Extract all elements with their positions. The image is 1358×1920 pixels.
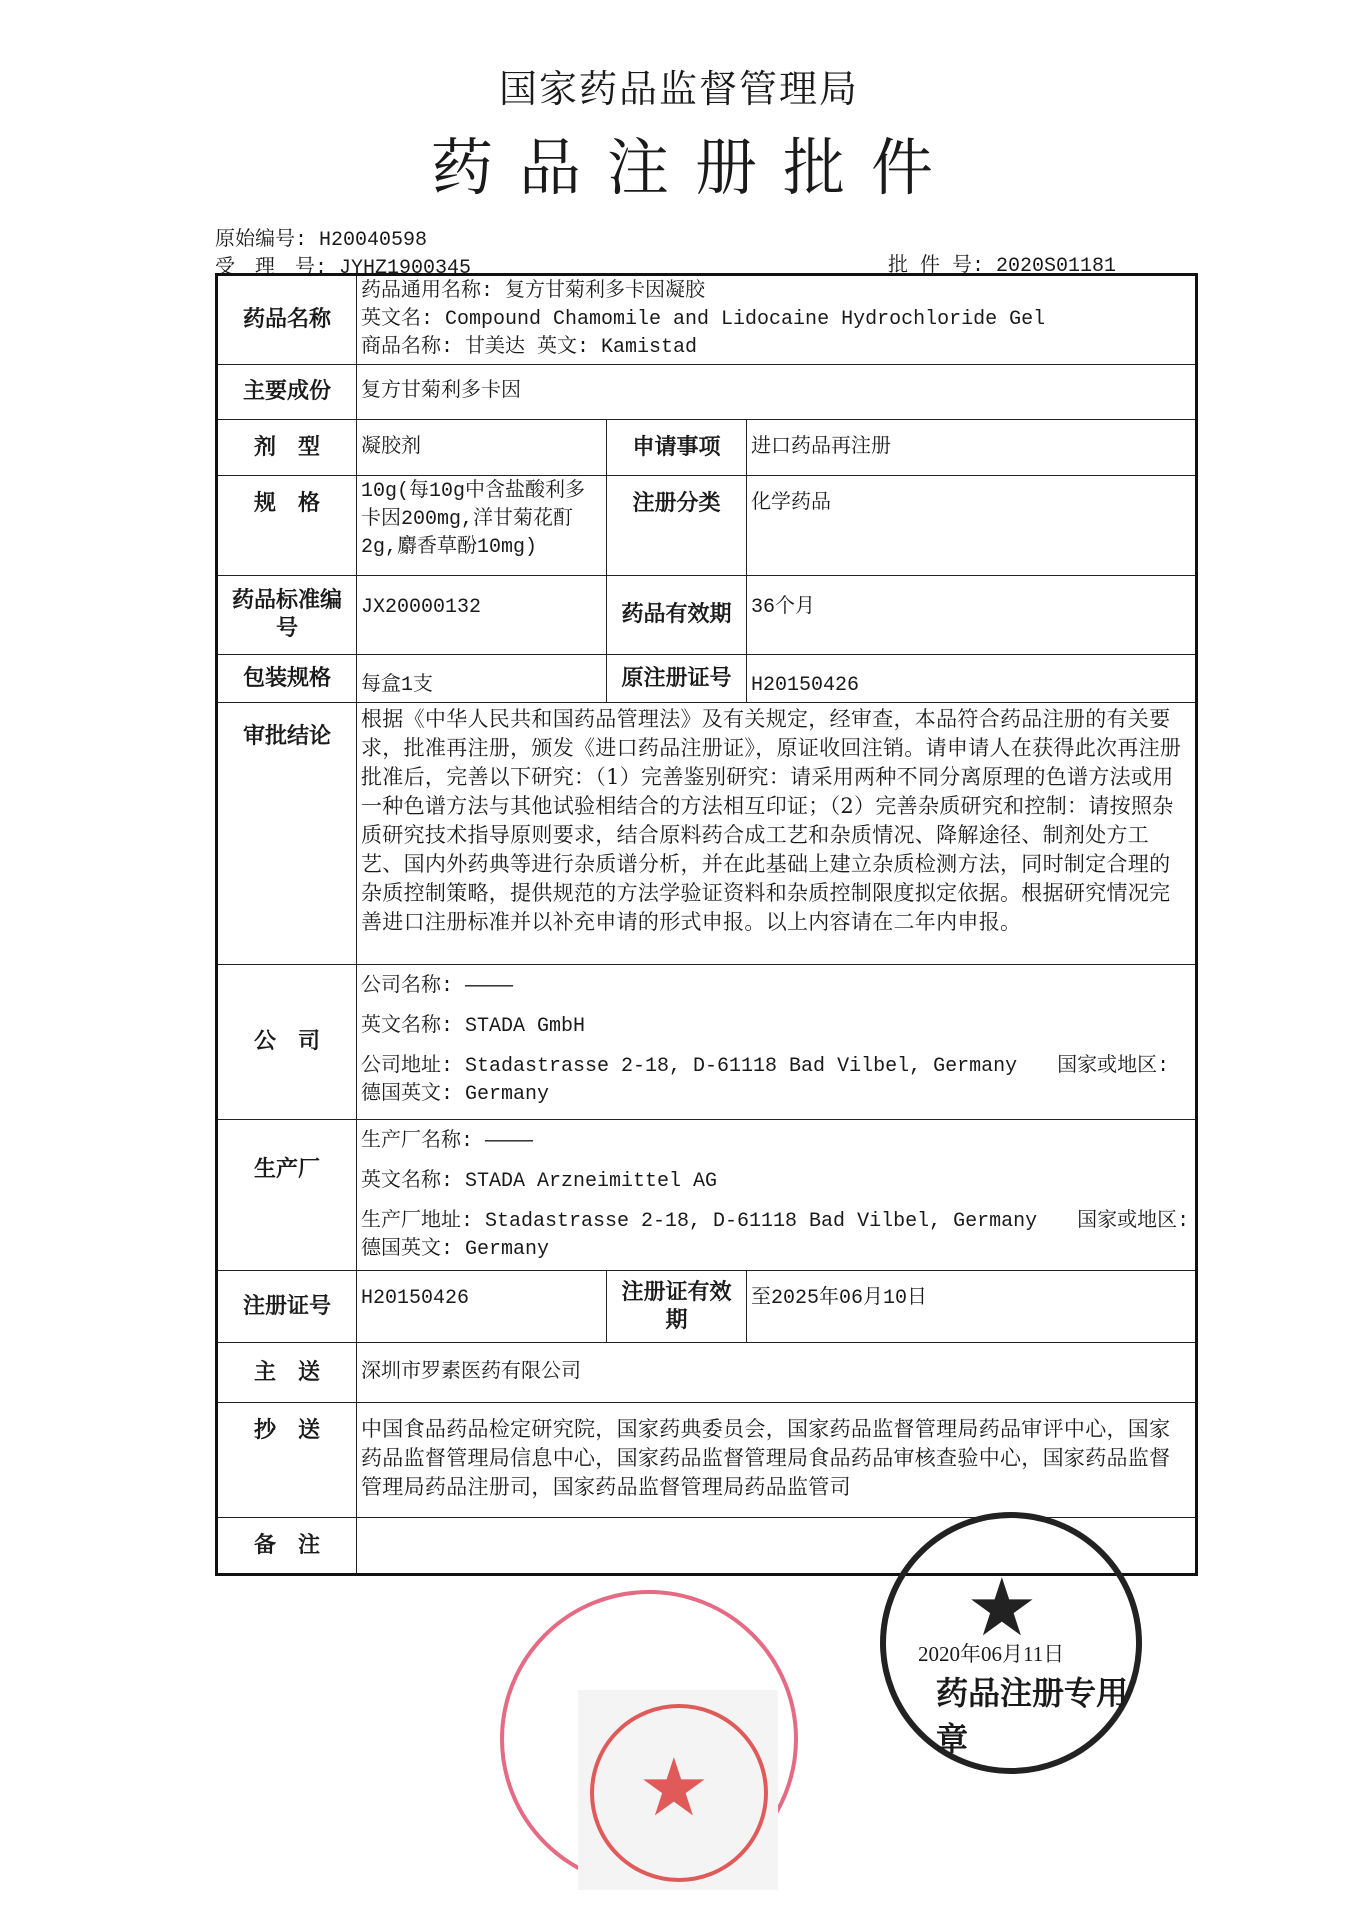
row-ingredients	[217, 365, 1197, 420]
company-label: 公 司	[217, 965, 357, 1120]
category-value: 化学药品	[747, 476, 1197, 576]
orig-cert-label: 原注册证号	[607, 655, 747, 703]
dosage-form-label: 剂 型	[217, 420, 357, 476]
row-registration	[217, 1271, 1197, 1343]
generic-name: 药品通用名称: 复方甘菊利多卡因凝胶	[361, 280, 706, 303]
manufacturer-label: 生产厂	[217, 1120, 357, 1271]
star-icon: ★	[966, 1561, 1038, 1654]
manufacturer-name: 生产厂名称: ————	[361, 1130, 534, 1153]
ingredients-label: 主要成份	[217, 365, 357, 420]
recipient-value: 深圳市罗素医药有限公司	[357, 1343, 1197, 1403]
validity-label: 药品有效期	[607, 576, 747, 655]
category-label: 注册分类	[607, 476, 747, 576]
standard-value: JX20000132	[357, 576, 607, 655]
seal-date: 2020年06月11日	[918, 1642, 1065, 1666]
reg-valid-value: 至2025年06月10日	[747, 1271, 1197, 1343]
row-standard	[217, 576, 1197, 655]
reg-cert-value: H20150426	[357, 1271, 607, 1343]
row-drug-name	[217, 275, 1197, 365]
trade-name: 商品名称: 甘美达 英文: Kamistad	[361, 336, 698, 359]
company-english-name: 英文名称: STADA GmbH	[361, 1015, 586, 1038]
row-cc	[217, 1403, 1197, 1518]
document-title: 药品注册批件	[430, 131, 959, 204]
acceptance-number-value: JYHZ1900345	[339, 257, 472, 280]
row-spec	[217, 476, 1197, 576]
row-company	[217, 965, 1197, 1120]
cc-value: 中国食品药品检定研究院，国家药典委员会，国家药品监督管理局药品审评中心，国家药品监督管理局信息中心，国家药品监督管理局食品药品审核查验中心，国家药品监督管理局药品注册司，国家药品监督管理局药品监管司	[357, 1403, 1197, 1518]
original-number-value: H20040598	[319, 229, 428, 252]
spec-label: 规 格	[217, 476, 357, 576]
spec-value: 10g(每10g中含盐酸利多卡因200mg,洋甘菊花酊2g,麝香草酚10mg)	[357, 476, 607, 576]
validity-value: 36个月	[747, 576, 1197, 655]
recipient-label: 主 送	[217, 1343, 357, 1403]
conclusion-label: 审批结论	[217, 703, 357, 965]
original-number	[215, 222, 427, 252]
manufacturer-address: 生产厂地址: Stadastrasse 2-18, D-61118 Bad Vilbel, Germany 国家或地区: 德国英文: Germany	[361, 1210, 1190, 1261]
conclusion-text: 根据《中华人民共和国药品管理法》及有关规定，经审查，本品符合药品注册的有关要求，批准再注册，颁发《进口药品注册证》，原证收回注销。请申请人在获得此次再注册批准后，完善以下研究：（1）完善鉴别研究：请采用两种不同分离原理的色谱方法或用一种色谱方法与其他试验相结合的方法相互印证；（2）完善杂质研究和控制：请按照杂质研究技术指导原则要求，结合原料药合成工艺和杂质情况、降解途径、制剂处方工艺、国内外药典等进行杂质谱分析，并在此基础上建立杂质检测方法，同时制定合理的杂质控制策略，提供规范的方法学验证资料和杂质控制限度拟定依据。根据研究情况完善进口注册标准并以补充申请的形式申报。以上内容请在二年内申报。	[357, 703, 1197, 965]
remark-label: 备 注	[217, 1518, 357, 1575]
row-recipient	[217, 1343, 1197, 1403]
english-name: 英文名: Compound Chamomile and Lidocaine Hydrochloride Gel	[361, 308, 1046, 331]
ingredients-value: 复方甘菊利多卡因	[357, 365, 1197, 420]
acceptance-number-label: 受 理 号:	[215, 257, 328, 280]
dosage-form-value: 凝胶剂	[357, 420, 607, 476]
agency-name: 国家药品监督管理局	[498, 67, 859, 111]
approval-number-label: 批 件 号:	[888, 255, 985, 278]
reg-valid-label: 注册证有效期	[607, 1271, 747, 1343]
row-conclusion	[217, 703, 1197, 965]
row-package	[217, 655, 1197, 703]
application-value: 进口药品再注册	[747, 420, 1197, 476]
original-number-label: 原始编号:	[215, 229, 308, 252]
row-manufacturer	[217, 1120, 1197, 1271]
company-name: 公司名称: ————	[361, 975, 514, 998]
star-icon: ★	[638, 1741, 710, 1834]
standard-label: 药品标准编号	[217, 576, 357, 655]
official-seal-text: 药品注册专用章	[936, 1674, 1129, 1758]
drug-name-label: 药品名称	[217, 275, 357, 365]
manufacturer-english-name: 英文名称: STADA Arzneimittel AG	[361, 1170, 718, 1193]
approval-number-value: 2020S01181	[996, 255, 1117, 278]
company-address: 公司地址: Stadastrasse 2-18, D-61118 Bad Vilbel, Germany 国家或地区: 德国英文: Germany	[361, 1055, 1170, 1106]
cc-label: 抄 送	[217, 1403, 357, 1518]
orig-cert-value: H20150426	[747, 655, 1197, 703]
row-dosage-form	[217, 420, 1197, 476]
package-value: 每盒1支	[357, 655, 607, 703]
red-quality-seal	[578, 1690, 778, 1890]
approval-table	[215, 273, 1198, 1576]
reg-cert-label: 注册证号	[217, 1271, 357, 1343]
package-label: 包装规格	[217, 655, 357, 703]
application-label: 申请事项	[607, 420, 747, 476]
